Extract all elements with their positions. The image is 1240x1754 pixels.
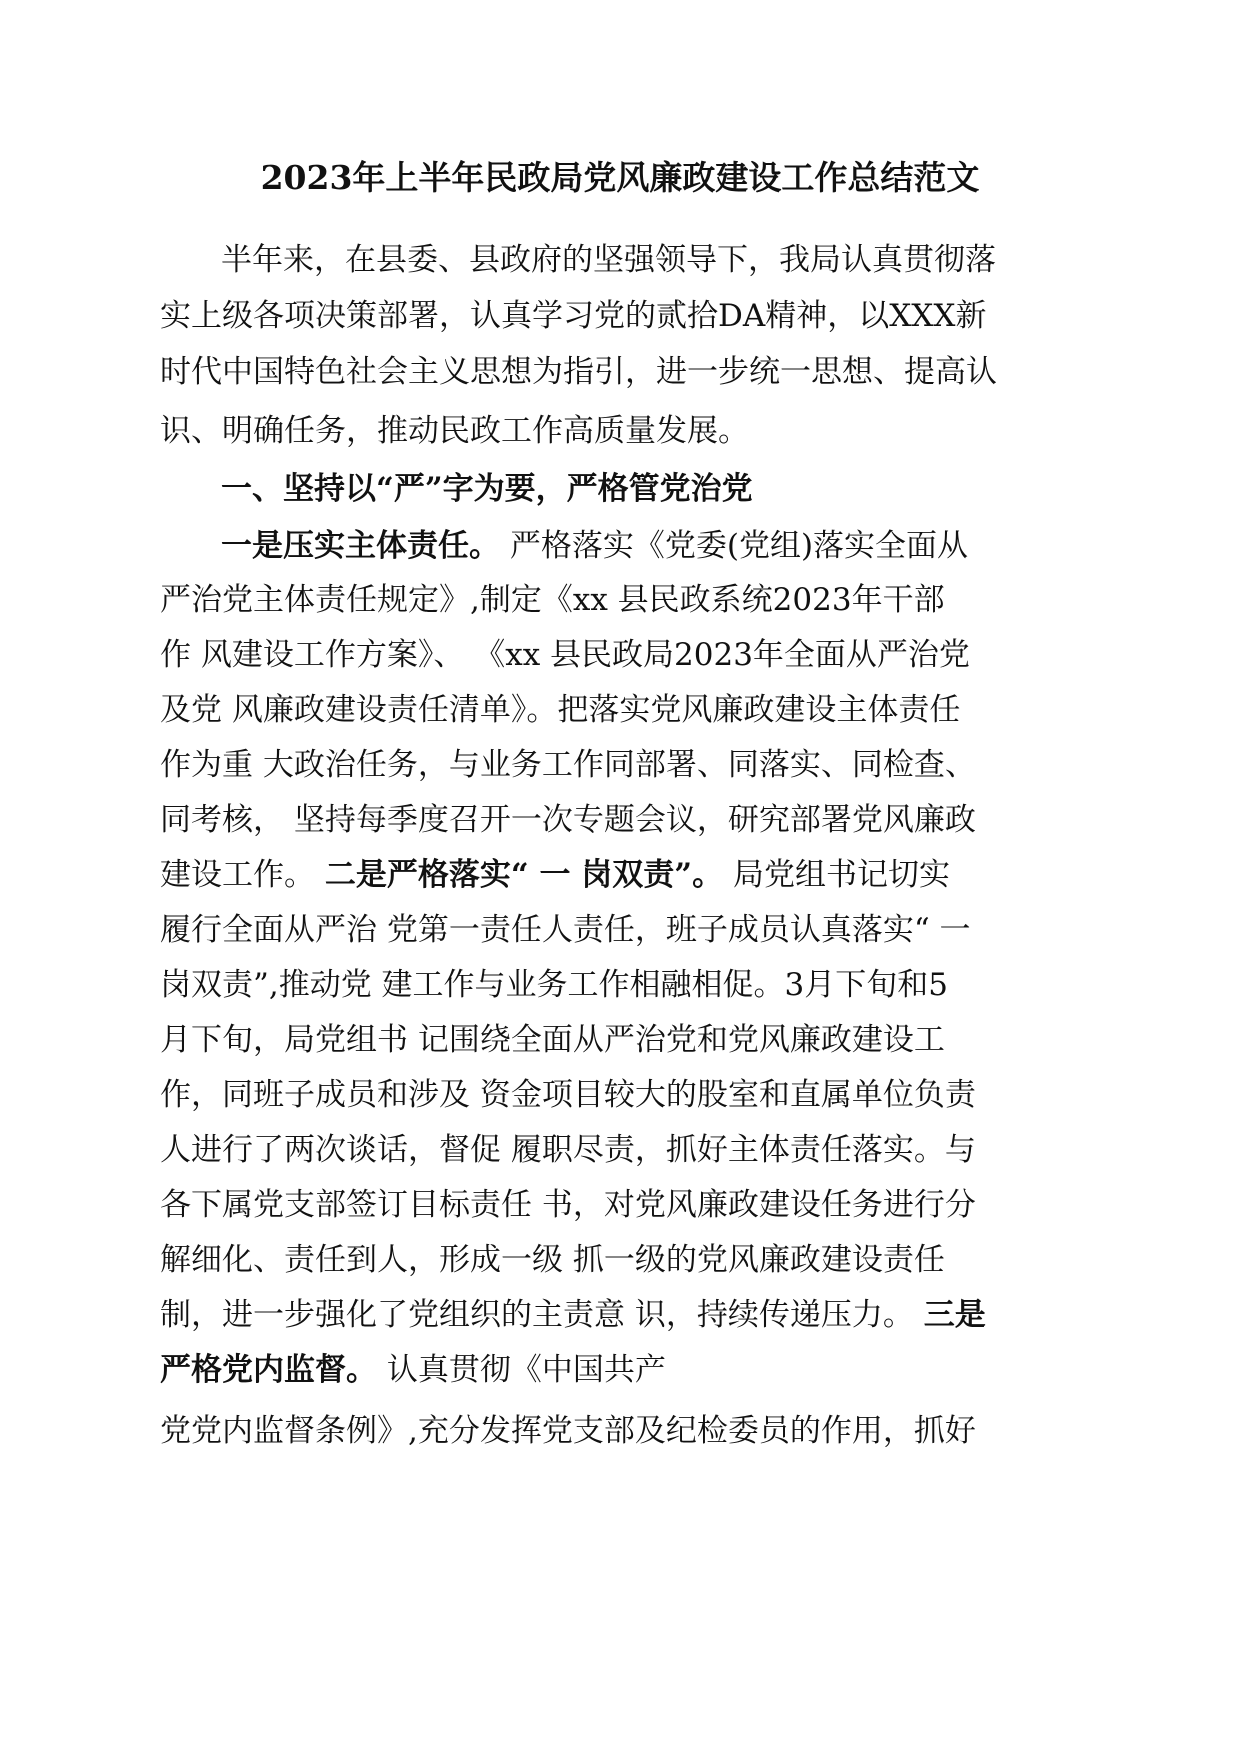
text-line-p1-13 <box>160 1185 976 1225</box>
text-segment: 履行全面从严治 党第一责任人责任，班子成员认真落实“ 一 <box>160 912 971 948</box>
text-segment: 作为重 大政治任务，与业务工作同部署、同落实、同检查、 <box>160 747 976 783</box>
text-segment: 作 风建设工作方案》、 《xx 县民政局2023年全面从严治党 <box>160 637 970 673</box>
bold-text-segment: 一是压实主体责任。 <box>221 528 500 564</box>
text-segment: 实上级各项决策部署，认真学习党的贰拾DA精神，以XXX新 <box>160 298 987 334</box>
text-segment: 制，进一步强化了党组织的主责意 识，持续传递压力。 <box>160 1297 924 1333</box>
bold-text-segment: 严格党内监督。 <box>160 1352 377 1388</box>
text-segment: 严治党主体责任规定》,制定《xx 县民政系统2023年干部 <box>160 582 945 618</box>
text-segment: 月下旬，局党组书 记围绕全面从严治党和党风廉政建设工 <box>160 1022 945 1058</box>
text-line-p1-15 <box>160 1295 986 1335</box>
text-segment: 局党组书记切实 <box>723 857 950 893</box>
text-segment: 作，同班子成员和涉及 资金项目较大的股室和直属单位负责 <box>160 1077 976 1113</box>
text-segment: 解细化、责任到人，形成一级 抓一级的党风廉政建设责任 <box>160 1242 945 1278</box>
text-line-intro-4 <box>160 411 749 451</box>
text-segment: 及党 风廉政建设责任清单》。把落实党风廉政建设主体责任 <box>160 692 961 728</box>
text-line-p1-8 <box>160 910 971 950</box>
text-line-intro-3 <box>160 352 997 392</box>
text-segment: 各下属党支部签订目标责任 书，对党风廉政建设任务进行分 <box>160 1187 976 1223</box>
text-line-p1-16 <box>160 1350 666 1390</box>
text-line-p1-6 <box>160 800 976 840</box>
text-line-p1-7 <box>160 855 950 895</box>
text-segment: 同考核， 坚持每季度召开一次专题会议，研究部署党风廉政 <box>160 802 976 838</box>
text-line-p1-11 <box>160 1075 976 1115</box>
text-line-p1-12 <box>160 1130 976 1170</box>
text-segment: 党党内监督条例》,充分发挥党支部及纪检委员的作用，抓好 <box>160 1413 976 1449</box>
text-segment: 建设工作。 <box>160 857 325 893</box>
text-line-p1-17 <box>160 1411 976 1451</box>
text-segment: 半年来，在县委、县政府的坚强领导下，我局认真贯彻落 <box>221 242 996 278</box>
bold-text-segment: 三是 <box>923 1297 986 1333</box>
text-segment: 时代中国特色社会主义思想为指引，进一步统一思想、提高认 <box>160 354 997 390</box>
text-line-p1-5 <box>160 745 976 785</box>
text-line-p1-9 <box>160 965 948 1005</box>
text-line-p1-1 <box>221 526 968 566</box>
text-line-intro-1 <box>221 240 996 280</box>
text-segment: 岗双责”,推动党 建工作与业务工作相融相促。3月下旬和5 <box>160 967 948 1003</box>
text-line-p1-2 <box>160 580 945 620</box>
text-segment: 严格落实《党委(党组)落实全面从 <box>500 528 969 564</box>
bold-text-segment: 一、坚持以“严”字为要，严格管党治党 <box>221 471 753 507</box>
text-segment: 认真贯彻《中国共产 <box>377 1352 666 1388</box>
text-line-heading-1 <box>221 469 753 509</box>
text-line-p1-4 <box>160 690 960 730</box>
bold-text-segment: 二是严格落实“ 一 岗双责”。 <box>324 857 724 893</box>
text-line-p1-14 <box>160 1240 945 1280</box>
text-segment: 人进行了两次谈话，督促 履职尽责，抓好主体责任落实。与 <box>160 1132 976 1168</box>
document-title: 2023年上半年民政局党风廉政建设工作总结范文 <box>260 158 980 197</box>
text-line-p1-3 <box>160 635 970 675</box>
text-segment: 识、明确任务，推动民政工作高质量发展。 <box>160 413 749 449</box>
text-line-intro-2 <box>160 296 986 336</box>
text-line-p1-10 <box>160 1020 945 1060</box>
